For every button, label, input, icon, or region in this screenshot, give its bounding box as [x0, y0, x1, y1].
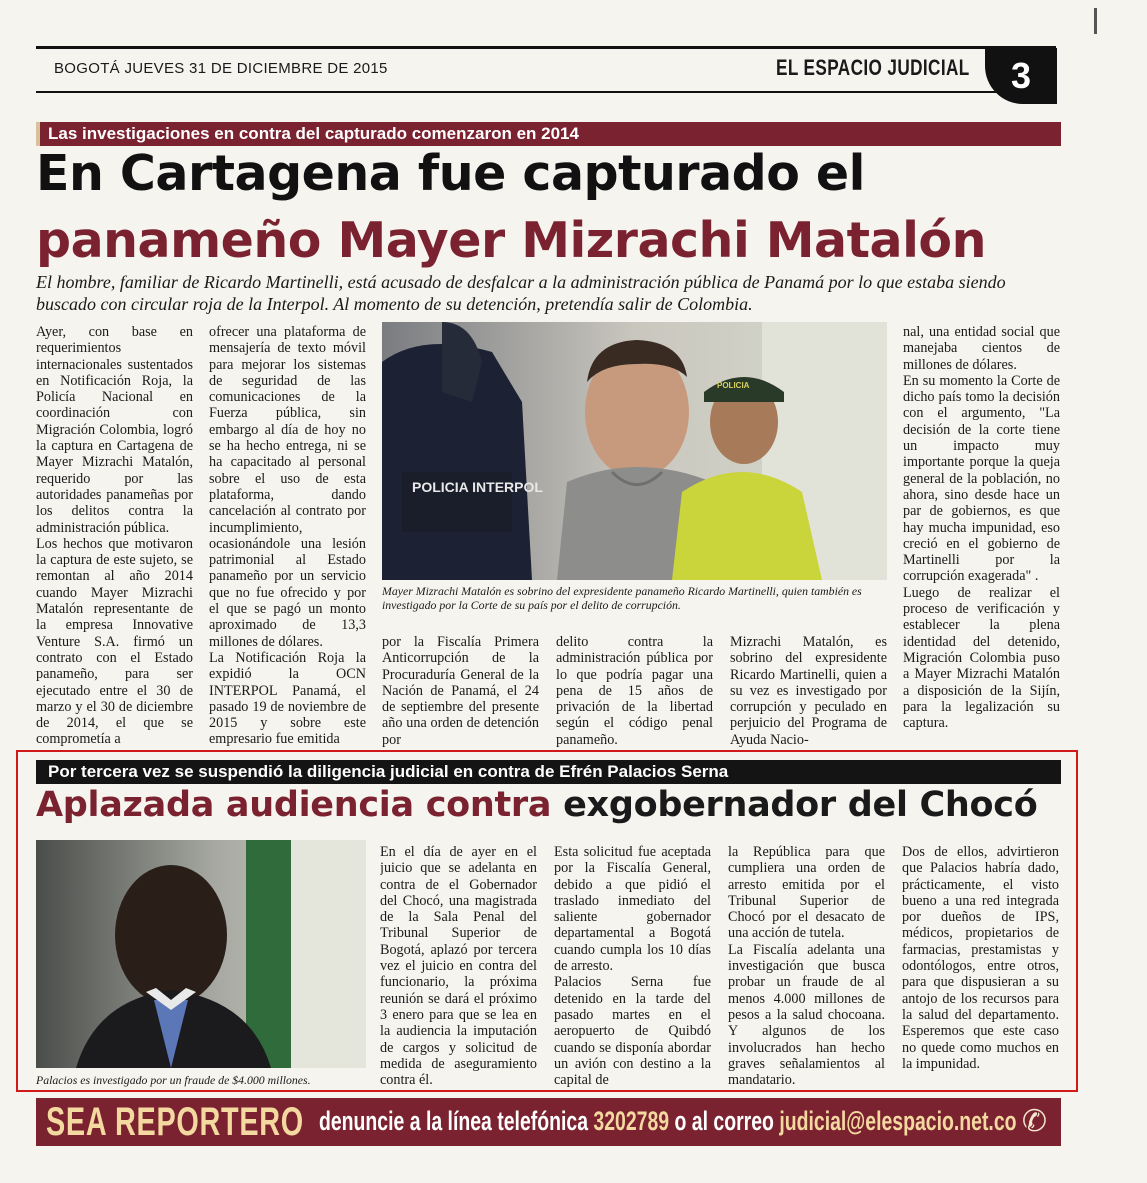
story2-column-1: [380, 844, 537, 1088]
story1-column-1: [36, 324, 193, 748]
paragraph: En su momento la Corte de dicho país tomo la decisión con el argumento, "La decisión de la corte tiene un impacto muy importante porque la queja general de la población, no ahora, sino desde hace un par de gobiernos, es que hay mucha impunidad, eso creció en el gobierno de Martinelli por la corrupción exagerada" .: [903, 372, 1060, 585]
story2-column-2: [554, 844, 711, 1088]
story1-deck: El hombre, familiar de Ricardo Martinelli, está acusado de desfalcar a la administración pública de Panamá por lo que estaba siendo buscado con circular roja de la Interpol. Al momento de su detención, pretendía salir de Colombia.: [36, 272, 1006, 314]
story1-column-2: [209, 324, 366, 748]
dateline: BOGOTÁ JUEVES 31 DE DICIEMBRE DE 2015: [54, 60, 388, 77]
paragraph: Ayer, con base en requerimientos internacionales sustentados en Notificación Roja, la Policía Nacional en coordinación con Migración Colombia, logró la captura en Cartagena de Mayer Mizrachi Matalón, requerido por las autoridades panameñas por los delitos contra la administración pública.: [36, 324, 193, 536]
page-number: 3: [985, 48, 1057, 104]
margin-mark: [1094, 8, 1097, 34]
banner-title: SEA REPORTERO: [46, 1100, 304, 1144]
header-underline: [36, 91, 996, 93]
paragraph: Dos de ellos, advirtieron que Palacios habría dado, prácticamente, el visto bueno a una red integrada por dueños de IPS, médicos, propietarios de farmacias, prestamistas y odontólogos, entre otros, para que dispusieran a su antojo de los recursos para la salud del departamento. Esperemos que este caso no quede como muchos en la impunidad.: [902, 844, 1059, 1072]
vest-label: POLICIA INTERPOL: [412, 479, 543, 495]
story1-headline-line1: En Cartagena fue capturado el: [36, 145, 865, 202]
paragraph: nal, una entidad social que manejaba cientos de millones de dólares.: [903, 324, 1060, 373]
paragraph: delito contra la administración pública por lo que podría pagar una pena de 15 años de privación de la libertad según el código penal panameño.: [556, 634, 713, 748]
story2-headline-part1: Aplazada audiencia contra: [36, 785, 552, 825]
story2-photo: [36, 840, 366, 1068]
paragraph: Palacios Serna fue detenido en la tarde del pasado martes en el aeropuerto de Quibdó cuando se disponía abordar un avión con destino a la capital de: [554, 974, 711, 1088]
story2-column-3: [728, 844, 885, 1088]
story1-column-3: [382, 634, 539, 748]
story2-headline-part2: exgobernador del Chocó: [563, 785, 1038, 825]
story1-photo-caption: Mayer Mizrachi Matalón es sobrino del expresidente panameño Ricardo Martinelli, quien también es investigado por la Corte de su país por el delito de corrupción.: [382, 584, 862, 612]
paragraph: La Fiscalía adelanta una investigación que busca probar un fraude de al menos 4.000 millones de pesos a la salud chocoana. Y algunos de los involucrados han hecho graves señalamientos al mandatario.: [728, 941, 885, 1088]
story1-photo: [382, 322, 887, 580]
paragraph: Luego de realizar el proceso de verificación y establecer la plena identidad del detenido, Migración Colombia puso a Mayer Mizrachi Matalón a disposición de la Sijín, para la legalización su captura.: [903, 584, 1060, 732]
paragraph: Mizrachi Matalón, es sobrino del expresidente Ricardo Martinelli, quien a su vez es investigado por corrupción y peculado en perjuicio del Programa de Ayuda Nacio-: [730, 634, 887, 748]
reporter-banner: [36, 1098, 1061, 1146]
paragraph: En el día de ayer en el juicio que se adelanta en contra de el Gobernador del Chocó, una magistrada de la Sala Penal del Tribunal Superior de Bogotá, aplazó por tercera vez el juicio en contra del funcionario, la próxima reunión se dará el próximo 3 enero para que se lea en la audiencia la imputación de cargos y solicitud de medida de aseguramiento contra él.: [380, 844, 537, 1088]
header-rule: [36, 46, 1056, 49]
paragraph: por la Fiscalía Primera Anticorrupción de la Procuraduría General de la Nación de Panamá, el 24 de septiembre del presente año una orden de detención por: [382, 634, 539, 748]
phone-icon: ✆: [1021, 1105, 1047, 1138]
paper-name: EL ESPACIO JUDICIAL: [776, 55, 970, 80]
story2-headline: [36, 785, 1037, 825]
story2-column-4: [902, 844, 1059, 1088]
story2-kicker: Por tercera vez se suspendió la diligencia judicial en contra de Efrén Palacios Serna: [36, 760, 1061, 784]
paragraph: La Notificación Roja la expidió la OCN INTERPOL Panamá, el pasado 19 de noviembre de 2015 y sobre este empresario fue emitida: [209, 649, 366, 748]
arrest-photo-image: [382, 322, 887, 580]
cap-label: POLICIA: [717, 381, 750, 390]
story1-column-4: [556, 634, 713, 748]
banner-phone[interactable]: 3202789: [593, 1106, 670, 1136]
paragraph: ofrecer una plataforma de mensajería de texto móvil para mejorar los sistemas de seguridad de las comunicaciones de la Fuerza pública, sin embargo al día de hoy no se ha hecho entrega, ni se ha capacitado al personal sobre el uso de esta plataforma, dando cancelación al contrato por incumplimiento, ocasionándole una lesión patrimonial al Estado panameño por un servicio que no fue ofrecido y por el que se pagó un monto aproximado de 13,3 millones de dólares.: [209, 324, 366, 650]
story1-column-6: [903, 324, 1060, 748]
story2-photo-caption: Palacios es investigado por un fraude de $4.000 millones.: [36, 1073, 311, 1087]
story1-kicker: Las investigaciones en contra del capturado comenzaron en 2014: [36, 122, 1061, 146]
story1-headline-line2: panameño Mayer Mizrachi Matalón: [36, 212, 986, 269]
story1-column-5: [730, 634, 887, 748]
paragraph: Los hechos que motivaron la captura de este sujeto, se remontan al año 2014 cuando Mayer Mizrachi Matalón representante de la empresa Innovative Venture S.A. firmó un contrato con el Estado panameño, para ser ejecutado entre el 30 de marzo y el 30 de diciembre de 2014, el que se comprometía a: [36, 535, 193, 748]
governor-photo-image: [36, 840, 366, 1068]
banner-text: denuncie a la línea telefónica 3202789 o al correo judicial@elespacio.net.co: [319, 1106, 1017, 1136]
paragraph: la República para que cumpliera una orden de arresto emitida por el Tribunal Superior de Chocó por el desacato de una acción de tutela.: [728, 844, 885, 942]
banner-email[interactable]: judicial@elespacio.net.co: [779, 1106, 1017, 1136]
paragraph: Esta solicitud fue aceptada por la Fiscalía General, debido a que pidió el traslado inmediato del saliente gobernador departamental a Bogotá cuando cumpla los 10 días de arresto.: [554, 844, 711, 975]
